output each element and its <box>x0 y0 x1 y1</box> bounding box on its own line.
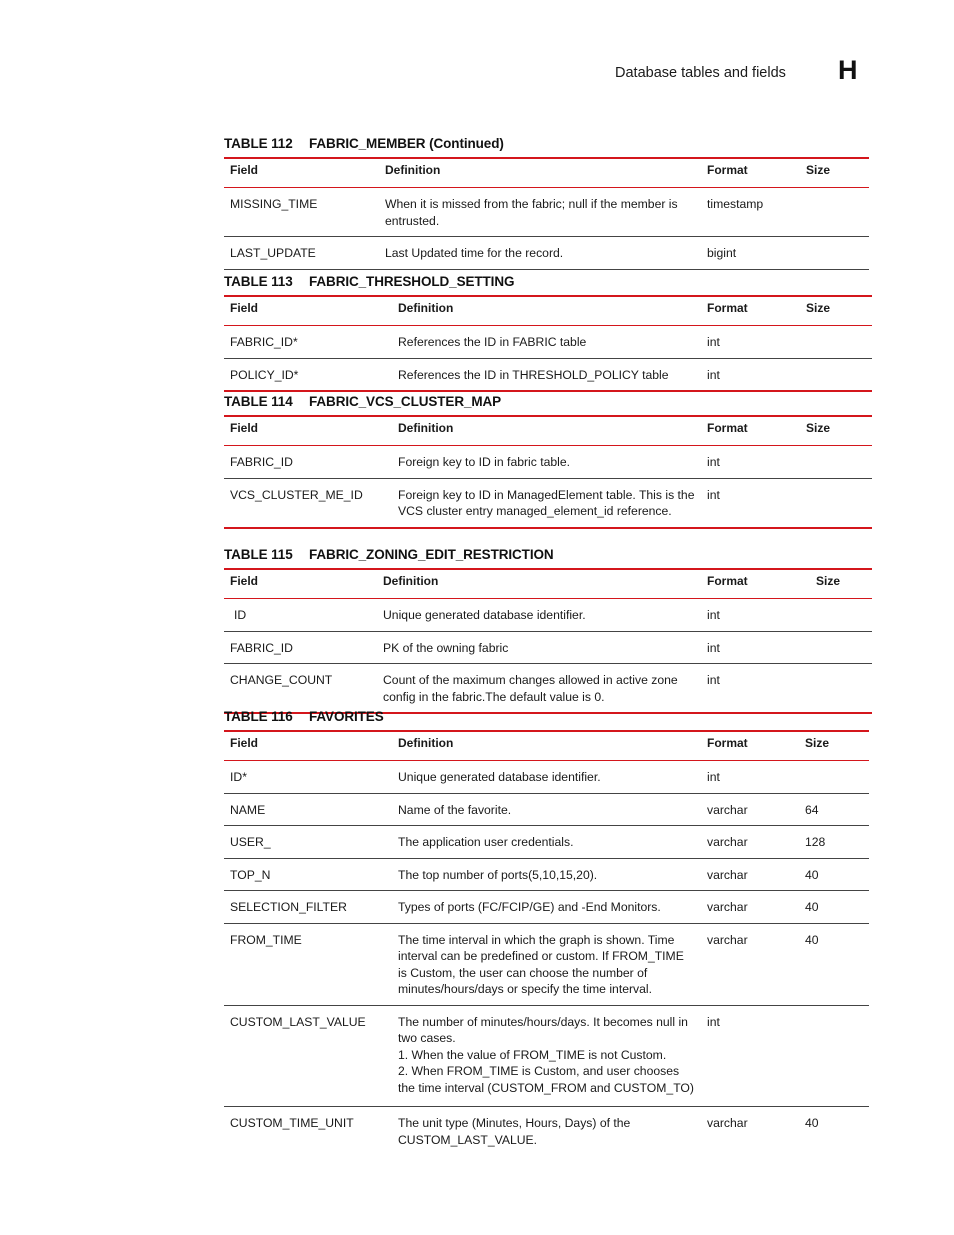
definition-cell: When it is missed from the fabric; null if the member is entrusted. <box>379 188 701 237</box>
table-row <box>224 358 872 391</box>
table-name: FAVORITES <box>309 709 384 724</box>
definition-cell: Name of the favorite. <box>392 793 701 826</box>
size-cell <box>800 237 869 270</box>
column-header: Field <box>224 158 379 188</box>
definition-cell: References the ID in FABRIC table <box>392 326 701 359</box>
format-cell: varchar <box>701 923 799 1005</box>
column-header: Format <box>701 731 799 761</box>
column-header: Field <box>224 416 392 446</box>
definition-cell: The time interval in which the graph is shown. Time interval can be predefined or custom. If FROM_TIME is Custom, the user can choose the number of minutes/hours/days or specify the time interval. <box>392 923 701 1005</box>
definition-cell: PK of the owning fabric <box>377 631 701 664</box>
definition-cell: Foreign key to ID in ManagedElement table. This is the VCS cluster entry managed_element_id reference. <box>392 478 701 528</box>
field-cell: LAST_UPDATE <box>224 237 379 270</box>
field-cell: FABRIC_ID* <box>224 326 392 359</box>
page-header-title: Database tables and fields <box>615 65 786 81</box>
table-row <box>224 891 869 924</box>
size-cell <box>800 478 872 528</box>
field-cell: CUSTOM_LAST_VALUE <box>224 1005 392 1107</box>
size-cell <box>800 446 872 479</box>
column-header: Format <box>701 416 800 446</box>
table-row <box>224 761 869 794</box>
format-cell: int <box>701 761 799 794</box>
column-header: Format <box>701 569 810 599</box>
table-caption <box>224 394 501 409</box>
column-header: Field <box>224 569 377 599</box>
format-cell: int <box>701 446 800 479</box>
field-cell: ID* <box>224 761 392 794</box>
size-cell <box>810 599 872 632</box>
table-name: FABRIC_ZONING_EDIT_RESTRICTION <box>309 547 554 562</box>
table-row <box>224 923 869 1005</box>
field-cell: VCS_CLUSTER_ME_ID <box>224 478 392 528</box>
format-cell: int <box>701 1005 799 1107</box>
table-caption <box>224 136 504 151</box>
definition-cell: Foreign key to ID in fabric table. <box>392 446 701 479</box>
table-caption <box>224 274 514 289</box>
field-cell: ID <box>224 599 377 632</box>
field-cell: POLICY_ID* <box>224 358 392 391</box>
size-cell: 40 <box>799 891 869 924</box>
format-cell: varchar <box>701 858 799 891</box>
field-cell: FABRIC_ID <box>224 446 392 479</box>
table-row <box>224 664 872 714</box>
format-cell: varchar <box>701 793 799 826</box>
data-table <box>224 730 869 1155</box>
column-header: Definition <box>392 731 701 761</box>
definition-cell: The top number of ports(5,10,15,20). <box>392 858 701 891</box>
size-cell: 64 <box>799 793 869 826</box>
column-header: Definition <box>392 416 701 446</box>
table-name: FABRIC_MEMBER (Continued) <box>309 136 504 151</box>
table-row <box>224 826 869 859</box>
size-cell: 40 <box>799 858 869 891</box>
definition-cell: Count of the maximum changes allowed in active zone config in the fabric.The default value is 0. <box>377 664 701 714</box>
definition-cell: References the ID in THRESHOLD_POLICY table <box>392 358 701 391</box>
data-table <box>224 157 869 270</box>
table-name: FABRIC_VCS_CLUSTER_MAP <box>309 394 502 409</box>
format-cell: varchar <box>701 826 799 859</box>
column-header: Definition <box>377 569 701 599</box>
column-header: Definition <box>392 296 701 326</box>
column-header: Size <box>800 416 872 446</box>
field-cell: USER_ <box>224 826 392 859</box>
column-header: Definition <box>379 158 701 188</box>
field-cell: SELECTION_FILTER <box>224 891 392 924</box>
definition-cell: The application user credentials. <box>392 826 701 859</box>
table-number: TABLE 112 <box>224 136 293 151</box>
size-cell <box>810 664 872 714</box>
table-row <box>224 446 872 479</box>
definition-cell: The unit type (Minutes, Hours, Days) of the CUSTOM_LAST_VALUE. <box>398 1116 631 1147</box>
format-cell: varchar <box>707 1116 748 1130</box>
size-cell: 40 <box>799 923 869 1005</box>
format-cell: bigint <box>701 237 800 270</box>
definition-cell: Unique generated database identifier. <box>377 599 701 632</box>
definition-cell: Last Updated time for the record. <box>379 237 701 270</box>
field-cell: FABRIC_ID <box>224 631 377 664</box>
format-cell: int <box>701 599 810 632</box>
table-row <box>224 326 872 359</box>
size-cell <box>800 358 872 391</box>
column-header: Field <box>224 296 392 326</box>
table-row <box>224 631 872 664</box>
table-caption <box>224 709 384 724</box>
field-cell: CHANGE_COUNT <box>224 664 377 714</box>
field-cell: MISSING_TIME <box>224 188 379 237</box>
field-cell: TOP_N <box>224 858 392 891</box>
size-cell: 40 <box>805 1116 819 1130</box>
data-table <box>224 415 872 529</box>
table-row <box>224 1005 869 1107</box>
format-cell: int <box>701 326 800 359</box>
definition-cell: Types of ports (FC/FCIP/GE) and -End Monitors. <box>392 891 701 924</box>
format-cell: timestamp <box>701 188 800 237</box>
table-number: TABLE 116 <box>224 709 293 724</box>
data-table <box>224 295 872 392</box>
format-cell: int <box>701 478 800 528</box>
definition-cell: The number of minutes/hours/days. It becomes null in two cases. 1. When the value of FROM_TIME is not Custom. 2. When FROM_TIME is Custom, and user chooses the time interval (CUSTOM_FROM and CUSTOM_TO) <box>392 1005 701 1107</box>
table-row <box>224 478 872 528</box>
table-caption <box>224 547 554 562</box>
data-table <box>224 568 872 714</box>
column-header: Size <box>799 731 869 761</box>
definition-cell: Unique generated database identifier. <box>392 761 701 794</box>
size-cell <box>810 631 872 664</box>
table-row <box>224 793 869 826</box>
column-header: Size <box>800 158 869 188</box>
table-row <box>224 237 869 270</box>
table-row <box>224 1107 869 1156</box>
table-number: TABLE 115 <box>224 547 293 562</box>
column-header: Size <box>810 569 872 599</box>
column-header: Field <box>224 731 392 761</box>
field-cell: NAME <box>224 793 392 826</box>
column-header: Format <box>701 158 800 188</box>
table-name: FABRIC_THRESHOLD_SETTING <box>309 274 515 289</box>
format-cell: int <box>701 631 810 664</box>
size-cell: 128 <box>799 826 869 859</box>
size-cell <box>800 188 869 237</box>
table-row <box>224 188 869 237</box>
size-cell <box>799 761 869 794</box>
format-cell: int <box>701 664 810 714</box>
field-cell: FROM_TIME <box>224 923 392 1005</box>
table-row <box>224 599 872 632</box>
table-number: TABLE 113 <box>224 274 293 289</box>
format-cell: int <box>701 358 800 391</box>
size-cell <box>799 1005 869 1107</box>
column-header: Format <box>701 296 800 326</box>
table-row <box>224 858 869 891</box>
appendix-letter: H <box>838 55 858 85</box>
field-cell: CUSTOM_TIME_UNIT <box>230 1116 354 1130</box>
size-cell <box>800 326 872 359</box>
column-header: Size <box>800 296 872 326</box>
format-cell: varchar <box>701 891 799 924</box>
table-number: TABLE 114 <box>224 394 293 409</box>
